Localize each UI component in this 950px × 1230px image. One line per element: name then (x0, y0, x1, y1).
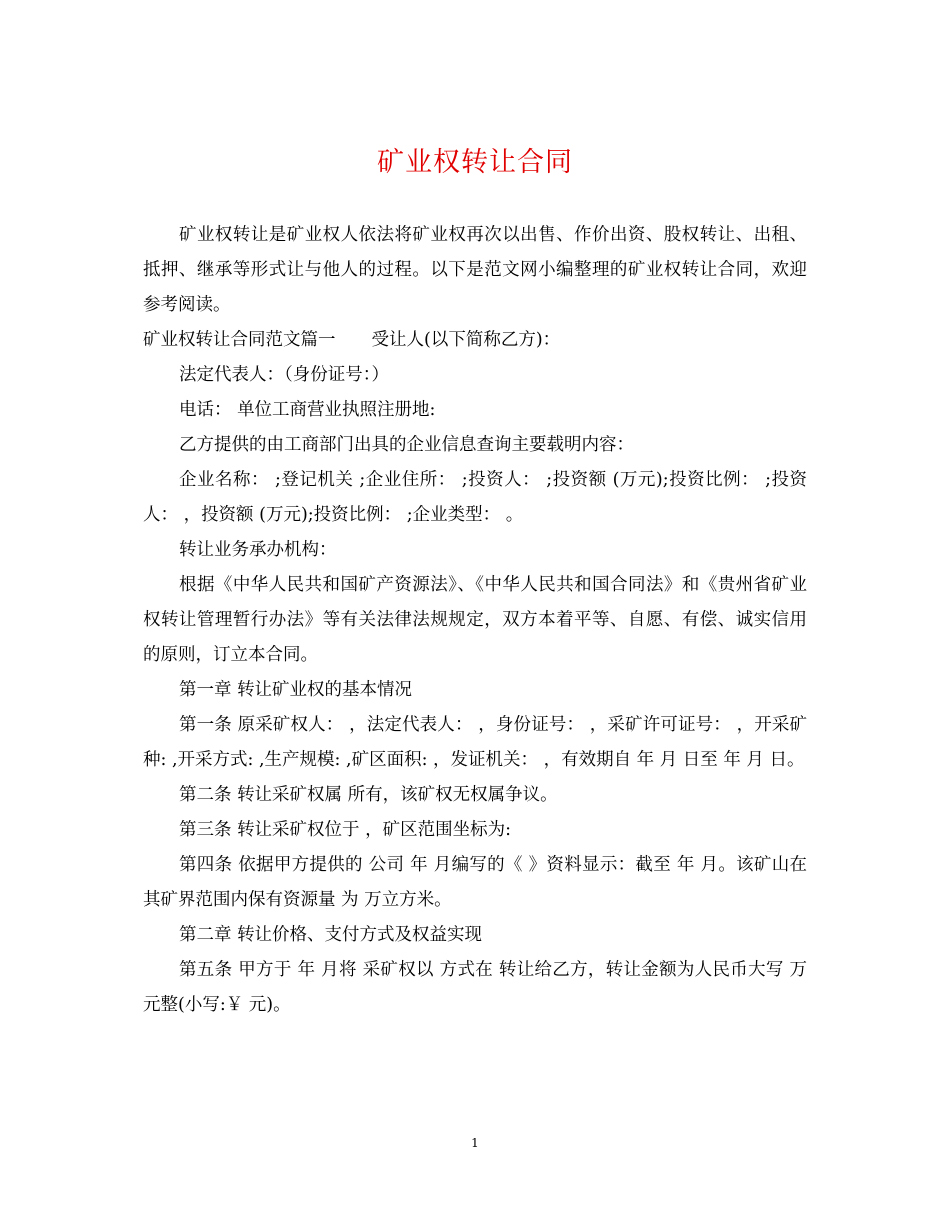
chapter-2-heading: 第二章 转让价格、支付方式及权益实现 (179, 925, 483, 945)
info-note-line: 乙方提供的由工商部门出具的企业信息查询主要载明内容： (179, 435, 634, 455)
document-body (143, 218, 807, 1023)
company-info-paragraph: 企业名称： ;登记机关 ;企业住所： ;投资人： ;投资额 (万元);投资比例： ;投资人： ，投资额 (万元);投资比例： ;企业类型： 。 (143, 470, 807, 525)
phone-line: 电话： 单位工商营业执照注册地: (179, 400, 436, 420)
page-number: 1 (471, 1136, 479, 1150)
article-5: 第五条 甲方于 年 月将 采矿权以 方式在 转让给乙方，转让金额为人民币大写 万元整(小写:￥ 元)。 (143, 960, 807, 1015)
article-2: 第二条 转让采矿权属 所有，该矿权无权属争议。 (179, 785, 558, 805)
section-line (143, 323, 807, 358)
legal-basis-paragraph: 根据《中华人民共和国矿产资源法》、《中华人民共和国合同法》和《贵州省矿业权转让管理暂行办法》等有关法律法规规定，双方本着平等、自愿、有偿、诚实信用的原则，订立本合同。 (143, 575, 807, 665)
article-1: 第一条 原采矿权人： ，法定代表人： ，身份证号： ，采矿许可证号： ，开采矿种: ,开采方式: ,生产规模: ,矿区面积: ，发证机关： ，有效期自 年 月 日至 年 月 日。 (143, 715, 807, 770)
section-heading: 矿业权转让合同范文篇一 (143, 330, 336, 350)
article-3: 第三条 转让采矿权位于 ，矿区范围坐标为: (179, 820, 512, 840)
chapter-1-heading: 第一章 转让矿业权的基本情况 (179, 680, 413, 700)
transferee-label: 受让人(以下简称乙方)： (371, 330, 561, 350)
intro-paragraph: 矿业权转让是矿业权人依法将矿业权再次以出售、作价出资、股权转让、出租、抵押、继承等形式让与他人的过程。以下是范文网小编整理的矿业权转让合同，欢迎参考阅读。 (143, 225, 807, 315)
document-title: 矿业权转让合同 (377, 147, 573, 178)
agency-line: 转让业务承办机构： (179, 540, 337, 560)
legal-rep-line: 法定代表人：（身份证号：） (179, 365, 389, 385)
article-4: 第四条 依据甲方提供的 公司 年 月编写的《 》资料显示：截至 年 月。该矿山在其矿界范围内保有资源量 为 万立方米。 (143, 855, 807, 910)
